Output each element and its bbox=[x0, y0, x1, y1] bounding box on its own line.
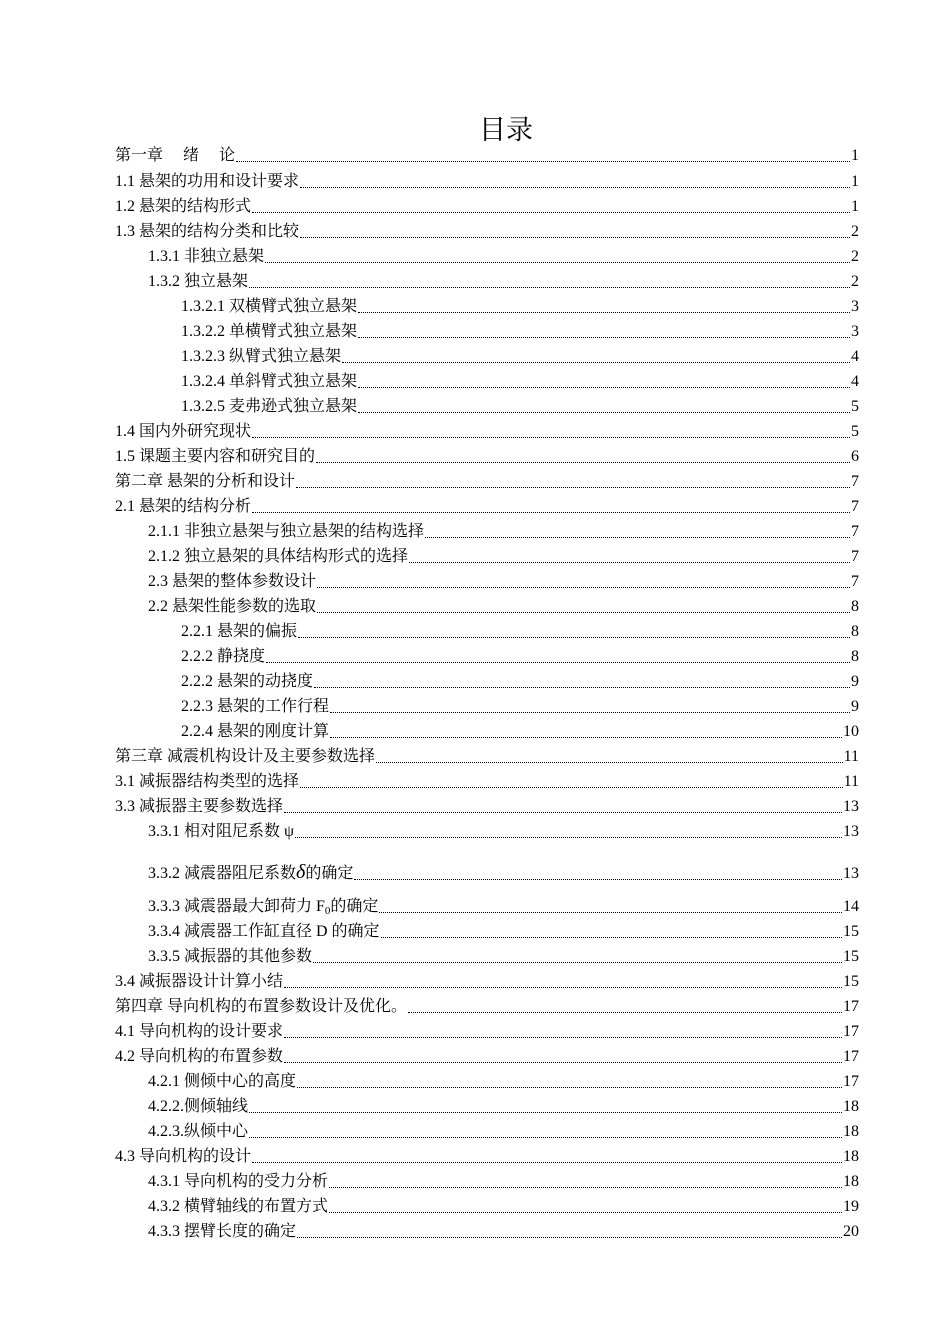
dot-leader bbox=[316, 461, 850, 463]
toc-entry-page: 9 bbox=[851, 698, 859, 715]
toc-entry-page: 8 bbox=[851, 623, 859, 640]
toc-entry-page: 8 bbox=[851, 648, 859, 665]
toc-entry[interactable] bbox=[115, 972, 859, 992]
toc-entry[interactable] bbox=[181, 622, 859, 642]
toc-entry[interactable] bbox=[115, 997, 859, 1017]
toc-entry[interactable] bbox=[181, 697, 859, 717]
toc-entry-label: 4.3.1 导向机构的受力分析 bbox=[148, 1173, 329, 1190]
toc-entry-label: 2.1.1 非独立悬架与独立悬架的结构选择 bbox=[148, 523, 425, 540]
toc-entry[interactable] bbox=[115, 1047, 859, 1067]
toc-entry[interactable] bbox=[181, 322, 859, 342]
toc-entry-label: 2.2.1 悬架的偏振 bbox=[181, 623, 298, 640]
toc-entry-page: 15 bbox=[843, 948, 859, 965]
toc-entry[interactable] bbox=[148, 547, 859, 567]
toc-entry-page: 17 bbox=[843, 1073, 859, 1090]
toc-entry-label: 4.2 导向机构的布置参数 bbox=[115, 1048, 284, 1065]
dot-leader bbox=[236, 160, 850, 162]
dot-leader bbox=[314, 686, 850, 688]
toc-entry-label-text: 3.3.3 减震器最大卸荷力 F bbox=[148, 898, 325, 915]
toc-entry[interactable] bbox=[148, 1172, 859, 1192]
dot-leader bbox=[284, 1061, 842, 1063]
toc-entry-page: 7 bbox=[851, 498, 859, 515]
toc-entry-label: 第一章 绪 论 bbox=[115, 147, 236, 164]
dot-leader bbox=[284, 986, 842, 988]
toc-entry-label: 1.3 悬架的结构分类和比较 bbox=[115, 223, 300, 240]
toc-entry[interactable] bbox=[148, 572, 859, 592]
toc-entry-label: 2.2.2 悬架的动挠度 bbox=[181, 673, 314, 690]
toc-entry-label: 1.5 课题主要内容和研究目的 bbox=[115, 448, 316, 465]
toc-entry-page: 8 bbox=[851, 598, 859, 615]
toc-entry-label: 3.3 减振器主要参数选择 bbox=[115, 798, 284, 815]
dot-leader bbox=[425, 536, 850, 538]
toc-entry-page: 9 bbox=[851, 673, 859, 690]
toc-entry-label: 1.3.2.4 单斜臂式独立悬架 bbox=[181, 373, 358, 390]
dot-leader bbox=[295, 836, 842, 838]
toc-entry-page: 11 bbox=[843, 773, 859, 790]
dot-leader bbox=[297, 1236, 842, 1238]
dot-leader bbox=[300, 236, 850, 238]
toc-entry-label: 4.2.1 侧倾中心的高度 bbox=[148, 1073, 297, 1090]
dot-leader bbox=[358, 311, 850, 313]
dot-leader bbox=[300, 186, 850, 188]
toc-entry-page: 13 bbox=[843, 823, 859, 840]
dot-leader bbox=[329, 1186, 842, 1188]
dot-leader bbox=[249, 286, 850, 288]
toc-entry-page: 7 bbox=[851, 548, 859, 565]
toc-entry[interactable] bbox=[148, 1097, 859, 1117]
toc-entry[interactable] bbox=[148, 860, 859, 884]
toc-entry-label: 1.3.1 非独立悬架 bbox=[148, 248, 265, 265]
toc-entry-label: 2.2.4 悬架的刚度计算 bbox=[181, 723, 330, 740]
toc-entry-page: 15 bbox=[843, 923, 859, 940]
toc-entry[interactable] bbox=[148, 897, 859, 917]
toc-entry-label: 3.1 减振器结构类型的选择 bbox=[115, 773, 300, 790]
toc-entry-page: 10 bbox=[843, 723, 859, 740]
dot-leader bbox=[284, 811, 842, 813]
toc-entry-page: 13 bbox=[843, 798, 859, 815]
toc-entry-page: 14 bbox=[843, 898, 859, 915]
toc-entry[interactable] bbox=[115, 497, 859, 517]
toc-entry-page: 7 bbox=[851, 473, 859, 490]
toc-entry[interactable] bbox=[181, 372, 859, 392]
toc-entry[interactable] bbox=[181, 647, 859, 667]
toc-entry-label: 第四章 导向机构的布置参数设计及优化。 bbox=[115, 998, 408, 1015]
toc-entry-page: 17 bbox=[843, 998, 859, 1015]
toc-entry[interactable] bbox=[115, 447, 859, 467]
toc-entry-page: 1 bbox=[851, 173, 859, 190]
dot-leader bbox=[354, 878, 842, 880]
dot-leader bbox=[317, 611, 850, 613]
toc-entry[interactable] bbox=[115, 472, 859, 492]
toc-entry[interactable] bbox=[148, 247, 859, 267]
toc-entry-label: 1.1 悬架的功用和设计要求 bbox=[115, 173, 300, 190]
dot-leader bbox=[379, 911, 842, 913]
dot-leader bbox=[330, 711, 850, 713]
dot-leader bbox=[330, 736, 842, 738]
toc-entry[interactable] bbox=[148, 1197, 859, 1217]
toc-entry-page: 1 bbox=[851, 147, 859, 164]
dot-leader bbox=[358, 336, 850, 338]
toc-entry-page: 2 bbox=[851, 248, 859, 265]
toc-entry-page: 11 bbox=[843, 748, 859, 765]
toc-entry[interactable] bbox=[115, 1147, 859, 1167]
toc-entry-label: 2.1 悬架的结构分析 bbox=[115, 498, 252, 515]
toc-entry-label: 2.3 悬架的整体参数设计 bbox=[148, 573, 317, 590]
toc-entry[interactable] bbox=[115, 172, 859, 192]
toc-entry-page: 18 bbox=[843, 1173, 859, 1190]
toc-entry-label: 1.3.2.3 纵臂式独立悬架 bbox=[181, 348, 342, 365]
toc-entry[interactable] bbox=[148, 597, 859, 617]
toc-entry-label: 1.3.2.2 单横臂式独立悬架 bbox=[181, 323, 358, 340]
toc-entry-label-text: 的确定 bbox=[330, 898, 379, 915]
dot-leader bbox=[265, 261, 850, 263]
dot-leader bbox=[297, 1086, 842, 1088]
toc-entry[interactable] bbox=[148, 1222, 859, 1242]
toc-entry-label: 1.2 悬架的结构形式 bbox=[115, 198, 252, 215]
toc-entry-label: 第二章 悬架的分析和设计 bbox=[115, 473, 296, 490]
dot-leader bbox=[296, 486, 850, 488]
subscript-zero: 0 bbox=[324, 905, 331, 917]
dot-leader bbox=[249, 1111, 842, 1113]
dot-leader bbox=[376, 761, 843, 763]
toc-entry-label: 4.2.2.侧倾轴线 bbox=[148, 1098, 249, 1115]
toc-entry-page: 18 bbox=[843, 1098, 859, 1115]
toc-entry-page: 5 bbox=[851, 398, 859, 415]
toc-entry-page: 4 bbox=[851, 373, 859, 390]
toc-entry[interactable] bbox=[115, 772, 859, 792]
toc-entry-label: 第三章 减震机构设计及主要参数选择 bbox=[115, 748, 376, 765]
toc-entry-page: 17 bbox=[843, 1048, 859, 1065]
toc-entry-page: 18 bbox=[843, 1148, 859, 1165]
dot-leader bbox=[358, 411, 850, 413]
toc-entry-page: 6 bbox=[851, 448, 859, 465]
toc-entry[interactable] bbox=[148, 1122, 859, 1142]
toc-entry-page: 3 bbox=[851, 298, 859, 315]
toc-entry-page: 7 bbox=[851, 573, 859, 590]
dot-leader bbox=[342, 361, 850, 363]
toc-entry-page: 15 bbox=[843, 973, 859, 990]
toc-entry[interactable] bbox=[115, 197, 859, 217]
toc-entry-label: 4.3 导向机构的设计 bbox=[115, 1148, 252, 1165]
dot-leader bbox=[266, 661, 850, 663]
toc-entry-label: 2.2.2 静挠度 bbox=[181, 648, 266, 665]
toc-entry-page: 7 bbox=[851, 523, 859, 540]
toc-entry[interactable] bbox=[115, 146, 859, 166]
dot-leader bbox=[249, 1136, 842, 1138]
toc-entry-label: 3.3.5 减振器的其他参数 bbox=[148, 948, 313, 965]
toc-entry[interactable] bbox=[181, 297, 859, 317]
toc-entry[interactable] bbox=[181, 722, 859, 742]
toc-entry-label: 4.1 导向机构的设计要求 bbox=[115, 1023, 284, 1040]
toc-entry-page: 4 bbox=[851, 348, 859, 365]
dot-leader bbox=[284, 1036, 842, 1038]
toc-entry-label: 2.2 悬架性能参数的选取 bbox=[148, 598, 317, 615]
toc-entry-label: 1.3.2.5 麦弗逊式独立悬架 bbox=[181, 398, 358, 415]
dot-leader bbox=[313, 961, 842, 963]
toc-entry[interactable] bbox=[148, 1072, 859, 1092]
toc-entry-label: 1.3.2 独立悬架 bbox=[148, 273, 249, 290]
toc-entry-label: 4.3.3 摆臂长度的确定 bbox=[148, 1223, 297, 1240]
delta-symbol: δ bbox=[296, 861, 306, 883]
toc-entry-label: 1.3.2.1 双横臂式独立悬架 bbox=[181, 298, 358, 315]
toc-entry[interactable] bbox=[148, 522, 859, 542]
toc-entry-page: 2 bbox=[851, 273, 859, 290]
toc-entry[interactable] bbox=[148, 922, 859, 942]
toc-entry[interactable] bbox=[181, 397, 859, 417]
toc-entry[interactable] bbox=[181, 672, 859, 692]
toc-entry[interactable] bbox=[115, 222, 859, 242]
toc-entry[interactable] bbox=[115, 1022, 859, 1042]
dot-leader bbox=[409, 561, 850, 563]
toc-entry-label: 4.3.2 横臂轴线的布置方式 bbox=[148, 1198, 329, 1215]
toc-entry-page: 20 bbox=[843, 1223, 859, 1240]
toc-entry[interactable] bbox=[115, 422, 859, 442]
toc-entry[interactable] bbox=[148, 947, 859, 967]
toc-entry-page: 2 bbox=[851, 223, 859, 240]
toc-entry-page: 5 bbox=[851, 423, 859, 440]
toc-entry-label: 2.1.2 独立悬架的具体结构形式的选择 bbox=[148, 548, 409, 565]
toc-entry-page: 3 bbox=[851, 323, 859, 340]
dot-leader bbox=[252, 1161, 842, 1163]
toc-entry-page: 1 bbox=[851, 198, 859, 215]
toc-entry[interactable] bbox=[181, 347, 859, 367]
toc-entry-label: 3.4 减振器设计计算小结 bbox=[115, 973, 284, 990]
toc-entry-label bbox=[148, 860, 353, 886]
toc-entry[interactable] bbox=[148, 272, 859, 292]
dot-leader bbox=[317, 586, 850, 588]
dot-leader bbox=[381, 936, 842, 938]
toc-entry-label: 1.4 国内外研究现状 bbox=[115, 423, 252, 440]
toc-entry-page: 19 bbox=[843, 1198, 859, 1215]
toc-entry-page: 13 bbox=[843, 865, 859, 882]
toc-entry-page: 17 bbox=[843, 1023, 859, 1040]
toc-entry-label: 3.3.4 减震器工作缸直径 D 的确定 bbox=[148, 923, 380, 940]
toc-entry[interactable] bbox=[115, 747, 859, 767]
toc-entry-label: 3.3.1 相对阻尼系数 ψ bbox=[148, 823, 295, 840]
toc-entry[interactable] bbox=[148, 822, 859, 842]
dot-leader bbox=[329, 1211, 842, 1213]
toc-entry-label-text: 3.3.2 减震器阻尼系数 bbox=[148, 865, 297, 882]
dot-leader bbox=[298, 636, 850, 638]
toc-entry[interactable] bbox=[115, 797, 859, 817]
toc-entry-label bbox=[148, 897, 378, 921]
dot-leader bbox=[300, 786, 843, 788]
toc-entry-page: 18 bbox=[843, 1123, 859, 1140]
dot-leader bbox=[252, 211, 850, 213]
dot-leader bbox=[408, 1011, 842, 1013]
toc-entry-label-text: 的确定 bbox=[305, 865, 354, 882]
toc-title: 目录 bbox=[479, 115, 533, 146]
toc-entry-label: 4.2.3.纵倾中心 bbox=[148, 1123, 249, 1140]
dot-leader bbox=[252, 436, 850, 438]
toc-entry-label: 2.2.3 悬架的工作行程 bbox=[181, 698, 330, 715]
dot-leader bbox=[358, 386, 850, 388]
dot-leader bbox=[252, 511, 850, 513]
